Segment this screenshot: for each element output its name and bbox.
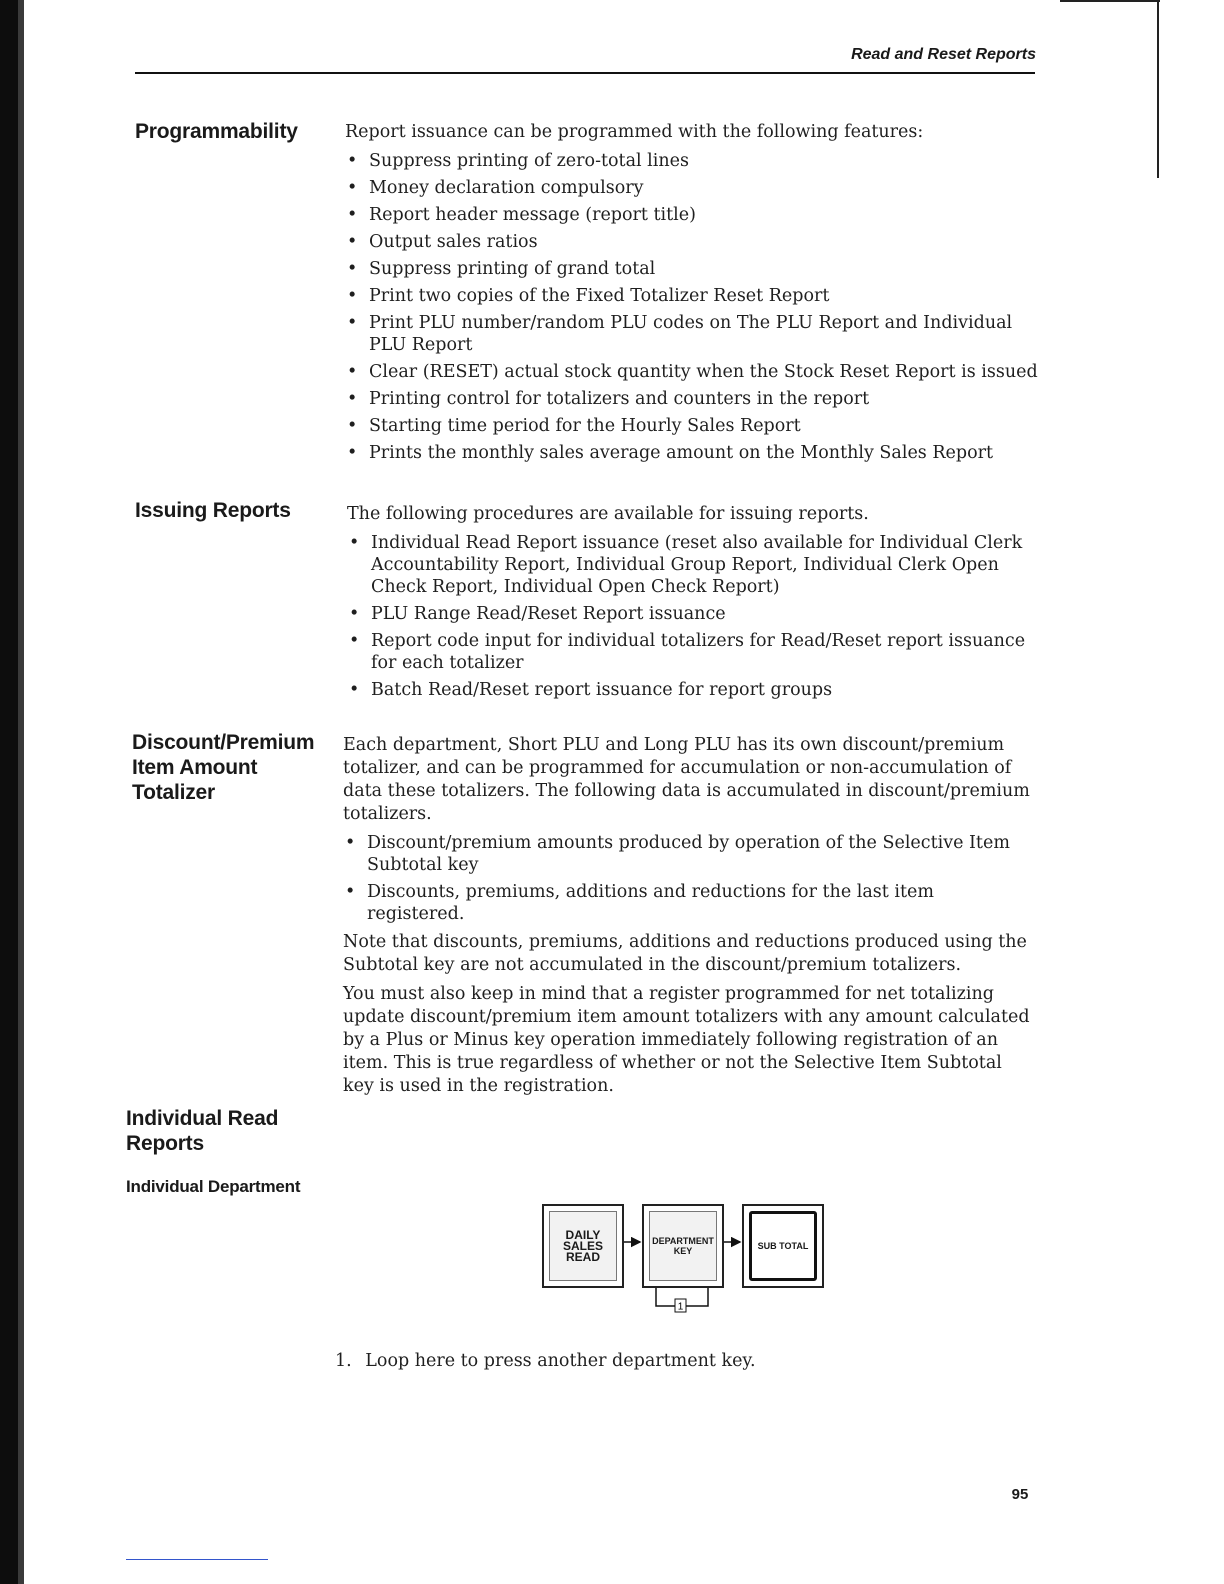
list-item: • Print PLU number/random PLU codes on The PLU Report and Individual PLU Report <box>347 313 1013 355</box>
list-item: • Print two copies of the Fixed Totalizer Reset Report <box>347 286 830 306</box>
issuing-list <box>347 532 1027 701</box>
list-item: • Printing control for totalizers and counters in the report <box>347 389 870 409</box>
list-item: • Suppress printing of grand total <box>347 259 656 279</box>
bullet-icon: • <box>347 286 358 306</box>
list-item: • Prints the monthly sales average amount on the Monthly Sales Report <box>347 443 994 463</box>
list-item: • Report header message (report title) <box>347 205 696 225</box>
discount-note-1: Note that discounts, premiums, additions and reductions produced using the Subtotal key are not accumulated in the discount/premium totalizers. <box>343 932 1027 975</box>
bullet-icon: • <box>347 232 358 252</box>
list-item: • Individual Read Report issuance (reset also available for Individual Clerk Accountability Report, Individual Group Report, Individual Clerk Open Check Report, Individual Open Check Report) <box>349 533 1023 597</box>
discount-note-2: You must also keep in mind that a register programmed for net totalizing update discount/premium item amount totalizers with any amount calculated by a Plus or Minus key operation immediately following registration of an item. This is true regardless of whether or not the Selective Item Subtotal key is used in the registration. <box>343 984 1030 1096</box>
bullet-icon: • <box>349 631 360 651</box>
running-head: Read and Reset Reports <box>851 46 1036 63</box>
list-item: • Batch Read/Reset report issuance for report groups <box>349 680 833 700</box>
issuing-intro: The following procedures are available for issuing reports. <box>347 504 869 524</box>
bullet-icon: • <box>345 833 356 853</box>
list-item: • Clear (RESET) actual stock quantity when the Stock Reset Report is issued <box>347 362 1038 382</box>
bullet-icon: • <box>349 604 360 624</box>
list-item: • PLU Range Read/Reset Report issuance <box>349 604 726 624</box>
heading-individual-read-reports: Individual Read Reports <box>126 1107 279 1155</box>
list-item: • Discounts, premiums, additions and reductions for the last item registered. <box>345 882 934 924</box>
bullet-icon: • <box>349 680 360 700</box>
list-item: • Discount/premium amounts produced by operation of the Selective Item Subtotal key <box>345 833 1010 875</box>
list-item: • Starting time period for the Hourly Sales Report <box>347 416 801 436</box>
heading-issuing-reports: Issuing Reports <box>135 499 291 522</box>
subheading-individual-department: Individual Department <box>126 1177 301 1196</box>
bullet-icon: • <box>349 533 360 553</box>
bullet-icon: • <box>347 443 358 463</box>
binding-edge-shadow <box>18 0 24 1584</box>
bullet-icon: • <box>347 362 358 382</box>
list-item: • Output sales ratios <box>347 232 538 252</box>
list-item: • Suppress printing of zero-total lines <box>347 151 689 171</box>
diagram-footnote <box>335 1350 935 1373</box>
bullet-icon: • <box>347 178 358 198</box>
loop-marker: 1 <box>677 1301 684 1313</box>
heading-discount-premium: Discount/Premium Item Amount Totalizer <box>132 731 315 804</box>
department-key: DEPARTMENT KEY <box>642 1204 724 1288</box>
subtotal-key: SUB TOTAL <box>742 1204 824 1288</box>
bullet-icon: • <box>347 389 358 409</box>
bullet-icon: • <box>347 259 358 279</box>
daily-sales-read-key: DAILY SALES READ <box>542 1204 624 1288</box>
discount-body <box>343 734 1033 1104</box>
bullet-icon: • <box>347 151 358 171</box>
footnote-number: 1. <box>335 1351 352 1371</box>
issuing-body <box>347 503 1027 707</box>
bullet-icon: • <box>345 882 356 902</box>
programmability-list <box>345 150 1040 464</box>
bullet-icon: • <box>347 416 358 436</box>
discount-list <box>343 832 1033 925</box>
programmability-intro: Report issuance can be programmed with the following features: <box>345 122 924 142</box>
list-item: • Report code input for individual totalizers for Read/Reset report issuance for each totalizer <box>349 631 1026 673</box>
right-edge-rule <box>1157 0 1159 178</box>
bullet-icon: • <box>347 313 358 333</box>
corner-rule <box>1060 0 1160 2</box>
bottom-rule <box>126 1559 268 1560</box>
discount-intro: Each department, Short PLU and Long PLU has its own discount/premium totalizer, and can be programmed for accumulation or non-accumulation of data these totalizers. The following data is accumulated in discount/premium totalizers. <box>343 735 1030 824</box>
binding-edge <box>0 0 20 1584</box>
footnote-text: Loop here to press another department key. <box>365 1351 756 1371</box>
list-item: • Money declaration compulsory <box>347 178 644 198</box>
page-number: 95 <box>1011 1486 1029 1503</box>
programmability-body <box>345 121 1040 470</box>
key-sequence-diagram <box>538 1200 828 1320</box>
bullet-icon: • <box>347 205 358 225</box>
heading-programmability: Programmability <box>135 120 298 143</box>
header-rule <box>135 72 1035 74</box>
